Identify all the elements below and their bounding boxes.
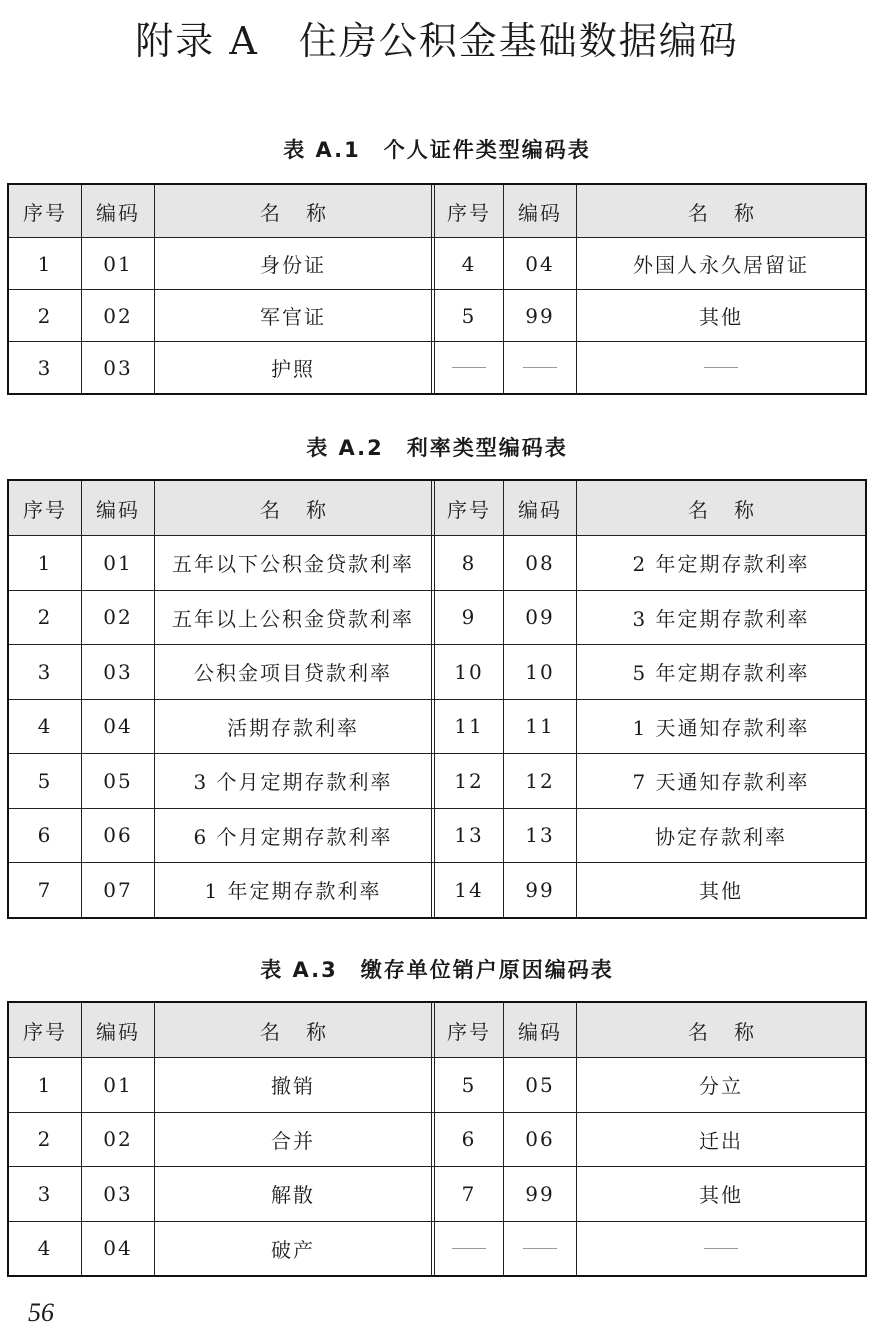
table-row — [9, 753, 865, 808]
cell-right-name: 迁出 — [576, 1113, 865, 1167]
header-seq: 序号 — [23, 1019, 67, 1044]
cell-right-code — [503, 1222, 576, 1276]
cell-left-code: 03 — [81, 1167, 154, 1221]
cell-right-name: 3 年定期存款利率 — [576, 591, 865, 645]
cell-right-name: 其他 — [576, 290, 865, 341]
cell-right-name: 协定存款利率 — [576, 809, 865, 863]
header-name: 名称 — [576, 481, 865, 535]
table-row — [9, 289, 865, 341]
header-name: 名称 — [576, 1003, 865, 1057]
table-a1-id-types — [7, 183, 867, 395]
cell-left-seq: 2 — [37, 605, 53, 630]
header-seq: 序号 — [23, 497, 67, 522]
cell-left-seq: 4 — [37, 1236, 53, 1261]
cell-left-name: 护照 — [154, 342, 431, 393]
cell-right-seq: 4 — [431, 238, 503, 289]
table-row — [9, 644, 865, 699]
header-seq: 序号 — [431, 185, 503, 237]
cell-right-code: 99 — [503, 290, 576, 341]
header-code: 编码 — [81, 1003, 154, 1057]
header-seq: 序号 — [431, 1003, 503, 1057]
cell-left-code: 02 — [81, 1113, 154, 1167]
cell-right-name: 其他 — [576, 863, 865, 917]
cell-left-name: 活期存款利率 — [154, 700, 431, 754]
table-a2-interest-rate-types — [7, 479, 867, 919]
table-row — [9, 237, 865, 289]
cell-right-seq: 8 — [431, 536, 503, 590]
cell-right-code: 08 — [503, 536, 576, 590]
cell-right-name: 2 年定期存款利率 — [576, 536, 865, 590]
empty-dash — [704, 367, 738, 368]
header-seq: 序号 — [431, 481, 503, 535]
cell-right-code: 11 — [503, 700, 576, 754]
cell-left-seq: 7 — [37, 877, 53, 902]
cell-right-seq — [431, 342, 503, 393]
cell-left-name: 身份证 — [154, 238, 431, 289]
cell-left-name: 6 个月定期存款利率 — [154, 809, 431, 863]
table-a1-caption: 表 A.1 个人证件类型编码表 — [283, 138, 591, 162]
cell-right-code: 12 — [503, 754, 576, 808]
cell-left-code: 05 — [81, 754, 154, 808]
cell-right-seq: 5 — [431, 290, 503, 341]
cell-right-seq: 7 — [431, 1167, 503, 1221]
cell-left-name: 解散 — [154, 1167, 431, 1221]
cell-right-seq: 13 — [431, 809, 503, 863]
cell-left-code: 01 — [81, 238, 154, 289]
cell-left-name: 五年以下公积金贷款利率 — [154, 536, 431, 590]
cell-left-code: 04 — [81, 700, 154, 754]
cell-right-name: 5 年定期存款利率 — [576, 645, 865, 699]
cell-left-name: 3 个月定期存款利率 — [154, 754, 431, 808]
table-row — [9, 1112, 865, 1167]
table-header-row — [9, 481, 865, 535]
cell-left-code: 02 — [81, 290, 154, 341]
table-row — [9, 341, 865, 393]
header-seq: 序号 — [23, 200, 67, 225]
header-name: 名称 — [154, 481, 431, 535]
cell-right-code: 99 — [503, 1167, 576, 1221]
cell-right-code — [503, 342, 576, 393]
header-name: 名称 — [154, 1003, 431, 1057]
header-code: 编码 — [503, 481, 576, 535]
cell-left-seq: 5 — [37, 768, 53, 793]
cell-right-code: 06 — [503, 1113, 576, 1167]
cell-right-name — [576, 1222, 865, 1276]
cell-right-code: 99 — [503, 863, 576, 917]
table-header-row — [9, 185, 865, 237]
cell-right-code: 05 — [503, 1058, 576, 1112]
table-row — [9, 862, 865, 917]
cell-right-name: 1 天通知存款利率 — [576, 700, 865, 754]
header-code: 编码 — [503, 185, 576, 237]
empty-dash — [523, 1248, 557, 1249]
cell-right-seq: 9 — [431, 591, 503, 645]
page-title: 附录 A 住房公积金基础数据编码 — [135, 19, 739, 63]
header-name: 名称 — [576, 185, 865, 237]
cell-left-seq: 4 — [37, 714, 53, 739]
cell-right-name: 外国人永久居留证 — [576, 238, 865, 289]
cell-right-name: 分立 — [576, 1058, 865, 1112]
table-a2-caption: 表 A.2 利率类型编码表 — [306, 436, 568, 460]
table-header-row — [9, 1003, 865, 1057]
table-row — [9, 590, 865, 645]
empty-dash — [523, 367, 557, 368]
cell-left-name: 五年以上公积金贷款利率 — [154, 591, 431, 645]
cell-left-seq: 6 — [37, 823, 53, 848]
table-row — [9, 1166, 865, 1221]
cell-left-seq: 1 — [37, 251, 53, 276]
cell-right-seq: 11 — [431, 700, 503, 754]
empty-dash — [704, 1248, 738, 1249]
page-number: 56 — [28, 1298, 54, 1327]
cell-right-code: 04 — [503, 238, 576, 289]
cell-left-seq: 1 — [37, 550, 53, 575]
cell-left-name: 1 年定期存款利率 — [154, 863, 431, 917]
empty-dash — [452, 367, 486, 368]
header-code: 编码 — [81, 185, 154, 237]
header-code: 编码 — [81, 481, 154, 535]
cell-left-name: 破产 — [154, 1222, 431, 1276]
cell-left-code: 03 — [81, 342, 154, 393]
cell-right-seq — [431, 1222, 503, 1276]
table-a3-account-closure-reasons — [7, 1001, 867, 1277]
cell-left-code: 06 — [81, 809, 154, 863]
cell-right-code: 09 — [503, 591, 576, 645]
cell-left-seq: 1 — [37, 1072, 53, 1097]
table-a3-caption: 表 A.3 缴存单位销户原因编码表 — [260, 958, 614, 982]
cell-left-name: 公积金项目贷款利率 — [154, 645, 431, 699]
cell-left-code: 04 — [81, 1222, 154, 1276]
cell-left-seq: 3 — [37, 659, 53, 684]
cell-left-code: 01 — [81, 536, 154, 590]
cell-left-name: 撤销 — [154, 1058, 431, 1112]
table-row — [9, 699, 865, 754]
cell-left-code: 01 — [81, 1058, 154, 1112]
table-row — [9, 1057, 865, 1112]
cell-left-name: 合并 — [154, 1113, 431, 1167]
cell-left-seq: 2 — [37, 1127, 53, 1152]
cell-right-seq: 10 — [431, 645, 503, 699]
cell-left-seq: 3 — [37, 1181, 53, 1206]
header-code: 编码 — [503, 1003, 576, 1057]
cell-left-seq: 2 — [37, 303, 53, 328]
cell-left-code: 07 — [81, 863, 154, 917]
cell-right-name: 其他 — [576, 1167, 865, 1221]
cell-right-name — [576, 342, 865, 393]
cell-right-seq: 12 — [431, 754, 503, 808]
cell-right-code: 10 — [503, 645, 576, 699]
empty-dash — [452, 1248, 486, 1249]
cell-right-seq: 14 — [431, 863, 503, 917]
cell-left-code: 03 — [81, 645, 154, 699]
cell-left-code: 02 — [81, 591, 154, 645]
cell-right-seq: 6 — [431, 1113, 503, 1167]
cell-right-seq: 5 — [431, 1058, 503, 1112]
table-row — [9, 808, 865, 863]
header-name: 名称 — [154, 185, 431, 237]
table-row — [9, 535, 865, 590]
cell-right-name: 7 天通知存款利率 — [576, 754, 865, 808]
cell-left-seq: 3 — [37, 355, 53, 380]
cell-right-code: 13 — [503, 809, 576, 863]
table-row — [9, 1221, 865, 1276]
cell-left-name: 军官证 — [154, 290, 431, 341]
